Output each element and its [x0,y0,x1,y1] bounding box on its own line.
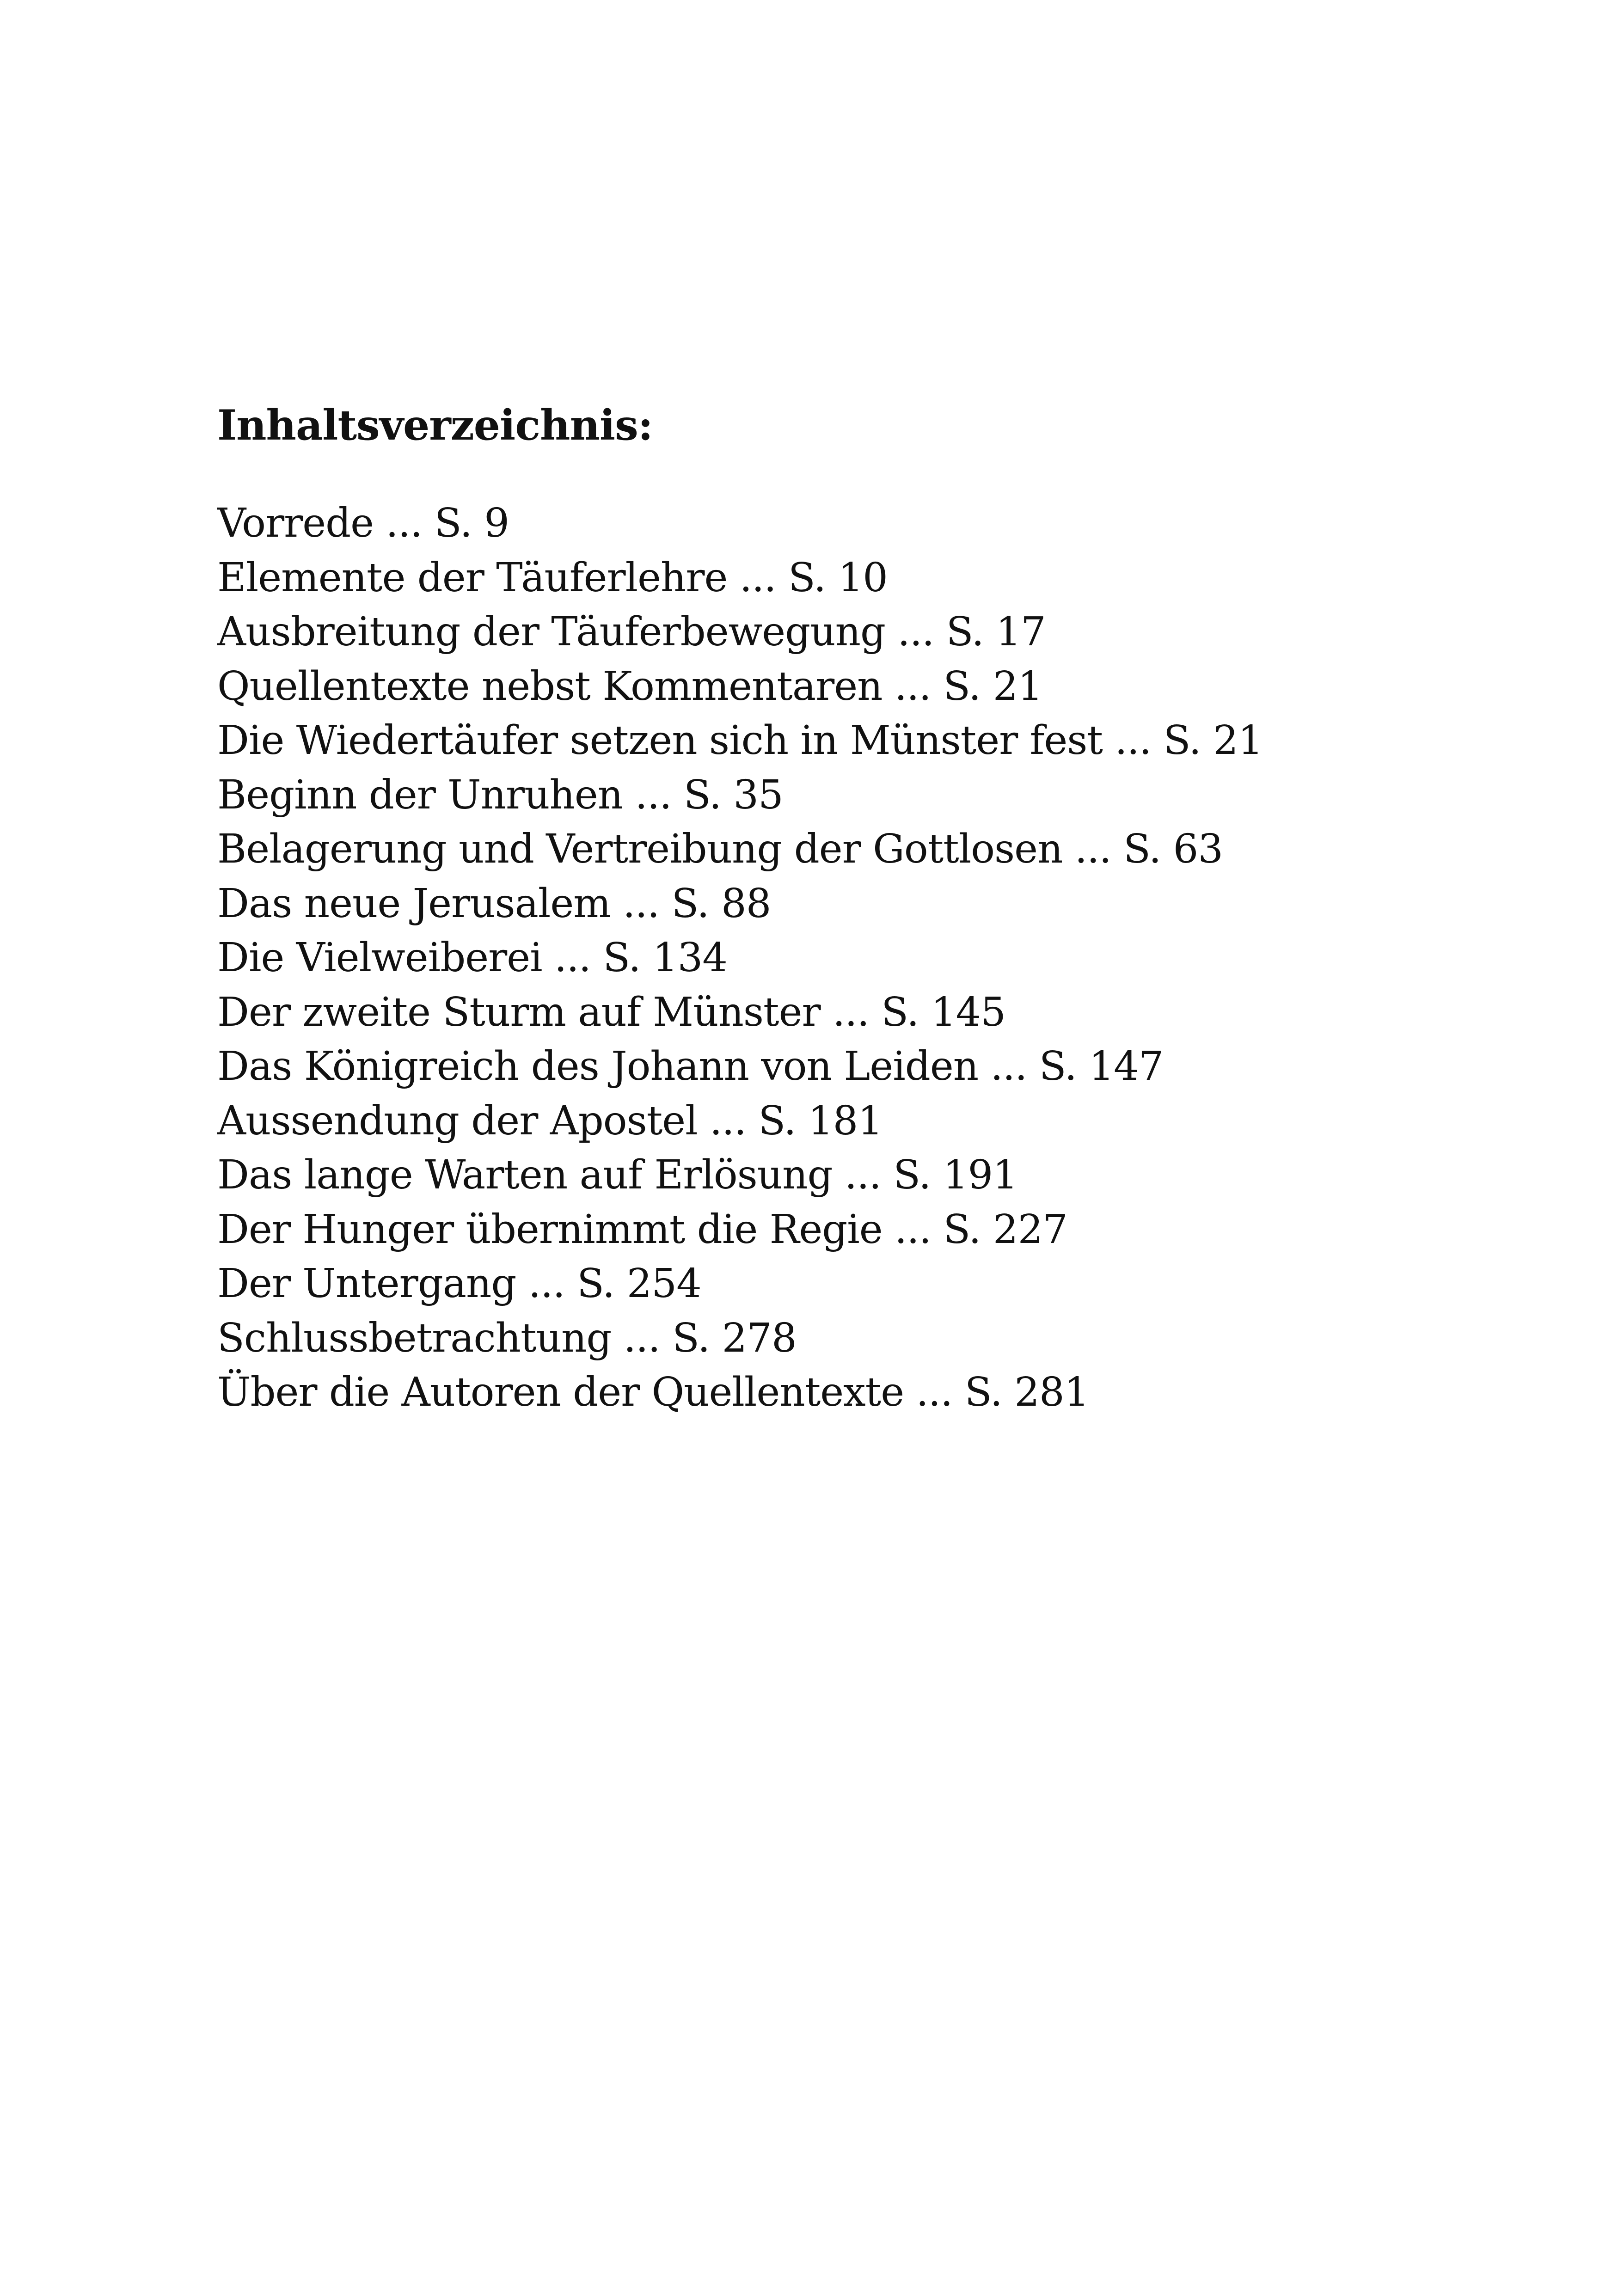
toc-entry: Belagerung und Vertreibung der Gottlosen ... S. 63 [217,826,1223,872]
toc-heading: Inhaltsverzeichnis: [217,401,653,450]
toc-entry: Das neue Jerusalem ... S. 88 [217,880,771,927]
table-of-contents [217,398,1465,1420]
toc-entry: Der Hunger übernimmt die Regie ... S. 227 [217,1206,1068,1253]
toc-entry: Aussendung der Apostel ... S. 181 [217,1097,883,1144]
toc-entry: Elemente der Täuferlehre ... S. 10 [217,554,888,601]
toc-entry: Das Königreich des Johann von Leiden ... S. 147 [217,1043,1164,1090]
toc-entry: Das lange Warten auf Erlösung ... S. 191 [217,1152,1017,1198]
toc-entry: Über die Autoren der Quellentexte ... S. 281 [217,1369,1089,1415]
toc-entry: Der Untergang ... S. 254 [217,1261,701,1307]
toc-entry: Der zweite Sturm auf Münster ... S. 145 [217,989,1005,1035]
toc-entry: Die Vielweiberei ... S. 134 [217,935,728,981]
toc-entry: Die Wiedertäufer setzen sich in Münster fest ... S. 21 [217,717,1263,764]
toc-entry: Vorrede ... S. 9 [217,500,509,546]
toc-entry: Beginn der Unruhen ... S. 35 [217,771,783,818]
toc-list [217,496,1465,1420]
toc-entry: Ausbreitung der Täuferbewegung ... S. 17 [217,609,1046,655]
toc-entry: Schlussbetrachtung ... S. 278 [217,1315,797,1361]
toc-entry: Quellentexte nebst Kommentaren ... S. 21 [217,663,1043,710]
